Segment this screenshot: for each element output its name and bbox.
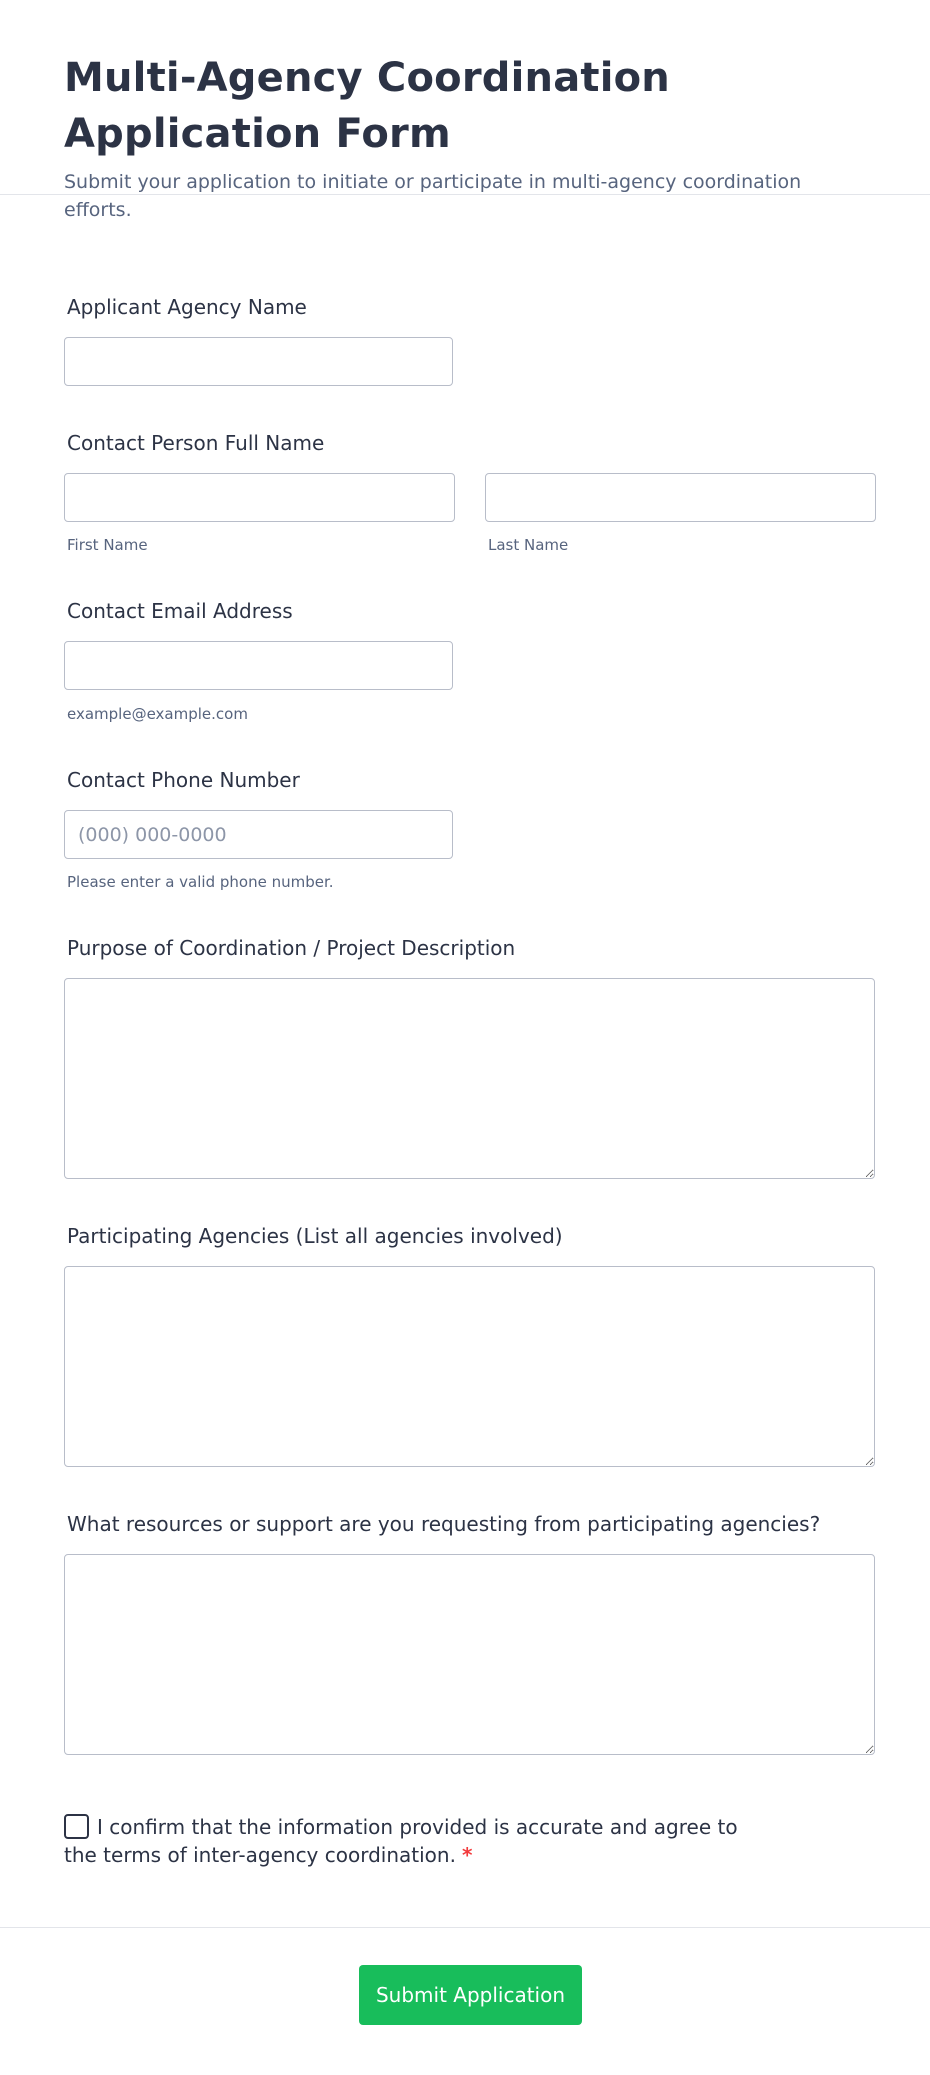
- phone-sublabel: Please enter a valid phone number.: [67, 873, 334, 891]
- contact-name-label-wrap: [64, 429, 324, 457]
- resources-label: What resources or support are you requesting from participating agencies?: [67, 1512, 821, 1536]
- phone-label-wrap: [64, 766, 300, 794]
- last-name-input[interactable]: [485, 473, 876, 522]
- email-label: Contact Email Address: [67, 599, 293, 623]
- phone-input[interactable]: [64, 810, 453, 859]
- agencies-label: Participating Agencies (List all agencies involved): [67, 1224, 563, 1248]
- agencies-textarea[interactable]: [64, 1266, 875, 1467]
- agencies-label-wrap: [64, 1222, 563, 1250]
- form-body: [0, 195, 930, 1925]
- confirmation-text: I confirm that the information provided is accurate and agree to the terms of inter-agency coordination.: [64, 1815, 738, 1867]
- confirmation-row: [64, 1813, 764, 1869]
- required-asterisk: *: [461, 1843, 473, 1867]
- email-input[interactable]: [64, 641, 453, 690]
- first-name-input[interactable]: [64, 473, 455, 522]
- contact-name-label: Contact Person Full Name: [67, 431, 325, 455]
- purpose-label-wrap: [64, 934, 515, 962]
- form-title: Multi-Agency Coordination Application Form: [64, 55, 670, 157]
- phone-label: Contact Phone Number: [67, 768, 300, 792]
- first-name-sublabel: First Name: [67, 536, 148, 554]
- agency-name-label-wrap: [64, 293, 307, 321]
- footer-divider: [0, 1927, 930, 1928]
- confirm-checkbox[interactable]: [64, 1814, 89, 1839]
- agency-name-label: Applicant Agency Name: [67, 295, 307, 319]
- resources-label-wrap: [64, 1510, 820, 1538]
- email-label-wrap: [64, 597, 293, 625]
- form-header: [0, 0, 930, 221]
- last-name-sublabel: Last Name: [488, 536, 569, 554]
- agency-name-input[interactable]: [64, 337, 453, 386]
- email-sublabel: example@example.com: [67, 705, 248, 723]
- resources-textarea[interactable]: [64, 1554, 875, 1755]
- submit-application-button[interactable]: Submit Application: [359, 1965, 582, 2025]
- purpose-textarea[interactable]: [64, 978, 875, 1179]
- form-subtitle: Submit your application to initiate or participate in multi-agency coordination efforts.: [64, 171, 802, 221]
- purpose-label: Purpose of Coordination / Project Description: [67, 936, 516, 960]
